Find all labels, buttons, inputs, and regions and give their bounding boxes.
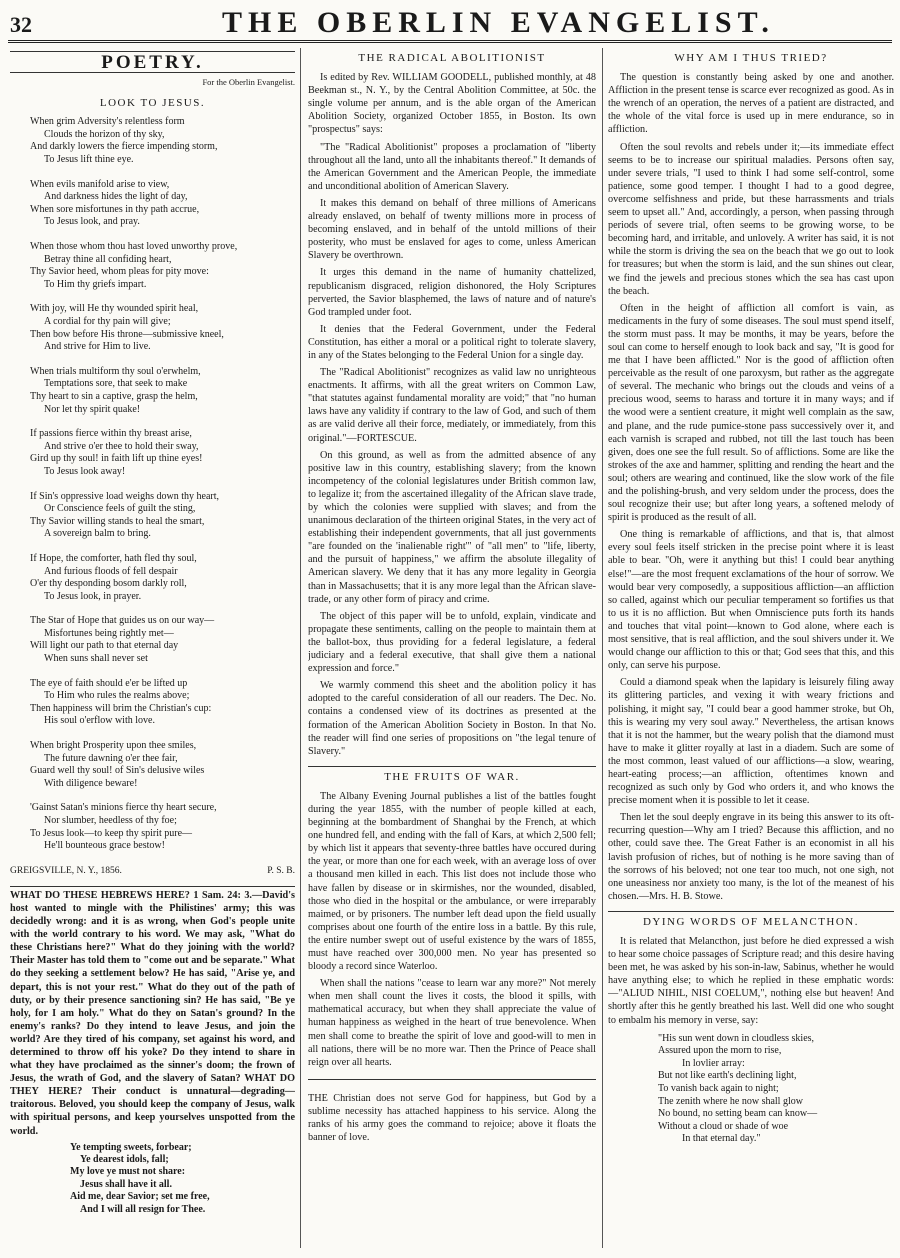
column-divider	[300, 48, 301, 1248]
poem-line: To Jesus look away!	[44, 465, 126, 477]
poem-line: Or Conscience feels of guilt the sting,	[44, 503, 196, 515]
article-paragraph: We warmly commend this sheet and the abolition policy it has adopted to the careful consideration of all our readers. The Dec. No. contains a condensed view of its doctrines as presented at the formation of the American Abolition Society in Boston. In that No. the reader will find one series of propositions on "the legal tenure of Slavery."	[308, 680, 596, 757]
poem-line: To Jesus lift thine eye.	[44, 154, 134, 166]
newspaper-title: THE OBERLIN EVANGELIST.	[222, 6, 775, 39]
poem-line: He'll bounteous grace bestow!	[44, 840, 165, 852]
poem-line: When evils manifold arise to view,	[30, 178, 170, 190]
poem-signature	[10, 865, 295, 878]
poem-line: To Jesus look, and pray.	[44, 216, 140, 228]
verse-line: Aid me, dear Savior; set me free,	[70, 1191, 210, 1203]
column-divider	[602, 48, 603, 1248]
hebrews-verse	[70, 1142, 295, 1216]
verse-line: Assured upon the morn to rise,	[658, 1045, 782, 1057]
poem-line: And darkness hides the light of day,	[44, 191, 188, 203]
poem-line: A sovereign balm to bring.	[44, 528, 151, 540]
poem-line: The future dawning o'er thee fair,	[44, 752, 178, 764]
article-paragraph: The question is constantly being asked by one and another. Affliction in the present tense is scarce ever recognized as good. As in the wrench of an operation, the nerves of a patient are distracted, and the whole of the vital force is used up in mere endurance, so in affliction.	[608, 72, 894, 136]
poem-stanza	[30, 491, 295, 541]
poem-line: Nor slumber, heedless of thy foe;	[44, 815, 177, 826]
article-paragraph: On this ground, as well as from the admitted absence of any positive law in this country, establishing slavery; from the known incompetency of the colonial legislatures under British common law, to legalize it; from the ascertained illegality of the African slave trade, by which the colonies were supplied with slaves; and from the unanimous declaration of the thirteen original States, in the very act of establishing their independent governments, that all just governments "are founded on the 'inalienable right'" of "all men" to "life, liberty, and the pursuit of happiness," we affirm the absolute illegality of American slavery. We deny that it has any more legality in Georgia than in Massachusetts; that it is any more legal than the African slave-trade, or any other form of piracy and crime.	[308, 449, 596, 605]
masthead	[0, 0, 900, 40]
poem-line: And furious floods of fell despair	[44, 565, 178, 577]
poem-stanza	[30, 179, 295, 229]
poem-stanza	[30, 615, 295, 665]
poem-line: Temptations sore, that seek to make	[44, 378, 188, 390]
divider	[308, 1079, 596, 1080]
verse-line: In lovlier array:	[682, 1057, 745, 1069]
hebrews-paragraph: WHAT DO THESE HEBREWS HERE? 1 Sam. 24: 3.—David's host wanted to mingle with the Philistines' army; this was decidedly wrong: and it is as wrong, when God's people unite with the world contrary to his word. We may ask, "What do these Christians here?" What do they joining with the world? Their Master has told them to "come out and be separate." What do they seeking a settlement below? He has said, "Arise ye, and depart, this is not your rest." What do they out of the path of duty, or by their presence sanctioning sin? He has said, "Be ye holy, for I am holy." What do they on Satan's ground? In the enemy's ranks? Do they intend to leave Jesus, and join the world? Are they tired of his company, set against his word, and determined to throw off his yoke? Do they intend to share in what they have proclaimed as the sinner's doom; the frown of Jesus, the wrath of God, and the slavery of Satan? WHAT DO THEY HERE? Their conduct is unnatural—degrading—traitorous. Beloved, you should keep the company of Jesus, walk with spiritual persons, and keep yourselves unspotted from the world.	[10, 889, 295, 1137]
poem-line: If Hope, the comforter, hath fled thy soul,	[30, 552, 197, 564]
tried-heading: WHY AM I THUS TRIED?	[674, 52, 828, 64]
article-paragraph: "The "Radical Abolitionist" proposes a proclamation of "liberty throughout all the land, unto all the inhabitants thereof." It demands of the American Government and the American People, the immediate and unconditional abolition of American Slavery.	[308, 141, 596, 192]
poem-line: The eye of faith should e'er be lifted up	[30, 677, 188, 689]
poem-line: With joy, will He thy wounded spirit heal,	[30, 303, 199, 315]
poem-line: Betray thine all confiding heart,	[44, 253, 172, 265]
divider	[308, 766, 596, 767]
poem-line: When grim Adversity's relentless form	[30, 116, 185, 128]
melancthon-paragraph: It is related that Melancthon, just before he died expressed a wish to hear some choice passages of Scripture read; and this desire having been met, he was asked by his son-in-law, Sabinus, whether he would have anything else; to which he replied in these emphatic words:—"ALIUD NIHIL, NISI COELUM,", nothing else but heaven! And shortly after this he gently breathed his last. Well did one who sought to embalm his memory in verse, say:	[608, 936, 894, 1026]
verse-line: Jesus shall have it all.	[80, 1178, 172, 1190]
poem-credit: For the Oberlin Evangelist.	[202, 77, 295, 88]
poem-line: When those whom thou hast loved unworthy prove,	[30, 241, 238, 253]
masthead-rule	[8, 40, 892, 43]
article-paragraph: One thing is remarkable of afflictions, and that is, that almost every soul feels itself stricken in the precise point where it is least able to bear. "Oh, were it anything but this! I could bear anything else!"—are the most frequent exclamations of the hour of sorrow. We would bear very composedly, a suppositious affliction—an affliction so called, against which our peculiar temperament so fortifies us that to us it is no affliction. But when Omniscience puts forth its hands and touches that vital point—known to God alone, where each is most sensitive, that is real affliction, and the soul shivers under it. We would change our affliction to this or that; God sees that this, and this only, can serve his purpose.	[608, 529, 894, 672]
poem-line: To Jesus look—to keep thy spirit pure—	[30, 827, 193, 839]
poem-line: O'er thy desponding bosom darkly roll,	[30, 578, 187, 590]
poem-line: To Him thy griefs impart.	[44, 278, 147, 290]
hebrews-article	[10, 889, 295, 1138]
article-paragraph: Often the soul revolts and rebels under it;—its immediate effect seems to be to increase our spiritual maladies. Persons often say, under severe trials, "I used to think I had some self-control, some patience, some good temper. I thought I had to a good degree, overcome selfishness and pride, but these harrassments and trials seem to upset all." And, accordingly, a person, when passing through periods of severe trial, often seems to be growing worse, to be becoming hard, and irritable, and unlovely. A writer has said, it is not while the storm is driving the sea on the beach that we go out to look for treasures; but when the storm is laid, and the sun shines out clear, we find the jewels and precious stones which the sea has cast upon the beach.	[608, 141, 894, 297]
poem-line: 'Gainst Satan's minions fierce thy heart secure,	[30, 802, 217, 814]
verse-line: The zenith where he now shall glow	[658, 1095, 803, 1107]
poem-stanza	[30, 428, 295, 478]
verse-line: "His sun went down in cloudless skies,	[658, 1032, 815, 1044]
poem-line: Thy Savior heed, whom pleas for pity move:	[30, 266, 209, 278]
article-paragraph: When shall the nations "cease to learn war any more?" Not merely when men shall count the lives it costs, the blood it spills, with mathematical accuracy, but when they shall appreciate the value of human happiness as weighed in the heart of true benevolence. When men shall come to breathe the spirit of love and good-will to men in all nations, there will be no more war. Then the Prince of Peace shall reign over all hearts.	[308, 978, 596, 1068]
poem-stanza	[30, 678, 295, 728]
poem-stanza	[30, 740, 295, 790]
poem-line: And darkly lowers the fierce impending storm,	[30, 141, 218, 153]
poem-line: Gird up thy soul! in faith lift up thine eyes!	[30, 453, 203, 465]
poem-line: Thy heart to sin a captive, grasp the helm,	[30, 390, 198, 402]
poem-line: With diligence beware!	[44, 777, 138, 789]
verse-line: No bound, no setting beam can know—	[658, 1108, 818, 1120]
war-article	[308, 790, 596, 1069]
war-heading: THE FRUITS OF WAR.	[384, 770, 520, 783]
radical-heading: THE RADICAL ABOLITIONIST	[358, 52, 546, 64]
poem-stanza	[30, 802, 295, 852]
poem-initials: P. S. B.	[267, 865, 295, 876]
divider	[10, 886, 295, 887]
poem-line: Nor let thy spirit quake!	[44, 403, 141, 415]
poem-line: To Him who rules the realms above;	[44, 690, 190, 702]
poem-stanza	[30, 553, 295, 603]
poem-line: Then happiness will brim the Christian's cup:	[30, 702, 212, 714]
poem-line: A cordial for thy pain will give;	[44, 316, 171, 327]
article-paragraph: Could a diamond speak when the lapidary is leisurely filing away its glittering particles, and vexing it with weary frictions and polishing, it might say, "I could bear a good hammer stroke, but Oh, this is wearing my very soul away." Nevertheless, the artisan knows that it is not the hammer, but the weary polish that the diamond must have to make it glitter royally at last in a diadem. Such are some of the most common, least valued of our afflictions—a slow, wearing, heart-eating process;—an affliction, oftentimes known and recognized as such only by God who orders it, and who knows the precise moment when it is possible to let it cease.	[608, 677, 894, 807]
article-paragraph: Is edited by Rev. WILLIAM GOODELL, published monthly, at 48 Beekman st., N. Y., by the Central Abolition Committee, at 50c. the single volume per annum, and is the able organ of the American Abolition Society, organized October 1855, in Boston. Its own "prospectus" says:	[308, 72, 596, 136]
poem-line: When trials multiform thy soul o'erwhelm,	[30, 365, 201, 377]
poem-line: Thy Savior willing stands to heal the smart,	[30, 515, 205, 527]
melancthon-heading: DYING WORDS OF MELANCTHON.	[642, 915, 860, 928]
column-right	[608, 48, 894, 1250]
article-paragraph: It makes this demand on behalf of three millions of Americans already enslaved, on behalf of twenty millions more in process of becoming enslaved, and in behalf of the untold millions of their posterity, who must be enslaved for ages to come, unless American Slavery be overthrown.	[308, 197, 596, 262]
verse-line: But not like earth's declining light,	[658, 1070, 797, 1082]
poem-line: If passions fierce within thy breast arise,	[30, 428, 192, 440]
article-paragraph: It urges this demand in the name of humanity chattelized, republicanism disgraced, religion dishonored, the Holy Scriptures perverted, the Savior blasphemed, the laws of nature and of nature's God trampled under foot.	[308, 267, 596, 318]
article-paragraph: Then let the soul deeply engrave in its being this answer to its oft-recurring question—Why am I tried? Because this affliction, and no other, could save thee. The Great Father is an economist in all his lavish profusion of riches, but of nothing is he more saving than of the sorrows of his beloved; not one tear too much, not one sigh, not one uneasiness nor anxiety too many, is the lot of the meanest of his chosen.—Mrs. H. B. Stowe.	[608, 812, 894, 902]
poem-line: If Sin's oppressive load weighs down thy heart,	[30, 490, 219, 502]
poem-line: Clouds the horizon of thy sky,	[44, 128, 165, 140]
poem-stanza	[30, 303, 295, 353]
closing-paragraph: THE Christian does not serve God for happiness, but God by a sublime necessity has attached happiness to his service. Along the ranks of his army goes the command to rejoice; above it floats the banner of love.	[308, 1092, 596, 1144]
verse-line: And I will all resign for Thee.	[80, 1203, 206, 1215]
tried-article	[608, 71, 894, 903]
poetry-heading: POETRY.	[101, 52, 204, 73]
poem-title: LOOK TO JESUS.	[99, 97, 206, 110]
article-paragraph: The "Radical Abolitionist" recognizes as valid law no unrighteous enactments. It affirms, with all the great writers on Common Law, "that statutes against fundamental morality are void;" that "no human laws have any validity if contrary to the law of God, and such of them as are valid derive all their force, mediately, or immediately, from this original."—FORTESCUE.	[308, 367, 596, 444]
poem-line: And strive o'er thee to hold their sway,	[44, 440, 199, 452]
column-middle	[308, 48, 596, 1250]
poem-line: Guard well thy soul! of Sin's delusive wiles	[30, 765, 205, 777]
poem-line: The Star of Hope that guides us on our way—	[30, 615, 215, 627]
verse-line: Without a cloud or shade of woe	[658, 1120, 789, 1132]
article-paragraph: It denies that the Federal Government, under the Federal Constitution, has either a moral or a political right to tolerate slavery, in any of the States belonging to the Federal Union for a single day.	[308, 323, 596, 361]
article-paragraph: The object of this paper will be to unfold, explain, vindicate and propagate these sentiments, calling on the people to maintain them at the ballot-box, thus providing for a federal legislature, a federal judiciary and a federal executive, that shall give them a national expression and force."	[308, 610, 596, 675]
poem-place: GREIGSVILLE, N. Y., 1856.	[10, 865, 122, 876]
poem-stanza	[30, 241, 295, 291]
verse-line: Ye tempting sweets, forbear;	[70, 1141, 192, 1153]
page-number: 32	[10, 12, 32, 37]
melancthon-verse	[658, 1033, 894, 1146]
verse-line: To vanish back again to night;	[658, 1083, 779, 1095]
poem-line: Misfortunes being rightly met—	[44, 627, 174, 639]
article-paragraph: Often in the height of affliction all comfort is vain, as medicaments in the fury of some diseases. The soul must spend itself, the storm must pass. It may be months, it may be years, before the soul can come to herself enough to look back and say, "It is good for me that I have been afflicted." Nor is the good of affliction often perceivable as the result of one paroxysm, but rather as the aggregate of several. The mechanic who brings out the clouds and veins of a precious wood, seems to harass and torture it in many ways; and if the wood were a sentient creature, it might well complain as the saw, and plane, and the rude pumice-stone pass successively over it, and each varnish is scraped and rubbed, not till the last touch has been given, does one see the full result. So of afflictions. Some are like the strokes of the axe and hammer, splitting and rending the heart and the soul; others are wearing and continued, like the slow work of the file and the polishing-brush, and very seldom under the process, does the soul recognize their use; but after long years, a softened melody of spirit is produced as the result of all.	[608, 302, 894, 524]
poem-line: And strive for Him to live.	[44, 341, 151, 353]
article-paragraph: The Albany Evening Journal publishes a list of the battles fought during the year 1855, with the number of people killed at each, beginning at the bombardment of Shanghai by the French, at which one hundred fell, and ending with the fall of Kars, at which 2,500 fell; by which list it appears that seventy-three battles have occured during the year, or more than one for each week, with an average loss of over a thousand men killed in each. This list does not include those who have fallen by disease or in skirmishes, nor the wounded, disabled, those who died in the hospital or the ambulance, or were irreparably maimed, or by prisoners. The number left dead upon the field usually comprises about one fourth of the entire loss in a battle. By this rule, the entire number swept out of useful existence by the wars of 1855, must have reached over 300,000 men. No year has presented so bloody a record since Waterloo.	[308, 790, 596, 973]
verse-line: My love ye must not share:	[70, 1166, 186, 1178]
poem-body	[10, 116, 295, 853]
column-poetry	[10, 48, 295, 1250]
poem-line: Then bow before His throne—submissive kneel,	[30, 328, 224, 340]
poem-line: When sore misfortunes in thy path accrue,	[30, 203, 200, 215]
poem-line: His soul o'erflow with love.	[44, 715, 155, 727]
poem-line: When bright Prosperity upon thee smiles,	[30, 740, 197, 752]
poem-line: Will light our path to that eternal day	[30, 640, 179, 652]
poem-stanza	[30, 366, 295, 416]
poem-line: To Jesus look, in prayer.	[44, 590, 142, 602]
poem-line: When suns shall never set	[44, 653, 148, 665]
verse-line: In that eternal day."	[682, 1133, 761, 1145]
poem-stanza	[30, 116, 295, 166]
radical-article	[308, 71, 596, 758]
divider	[608, 911, 894, 912]
verse-line: Ye dearest idols, fall;	[80, 1154, 169, 1166]
